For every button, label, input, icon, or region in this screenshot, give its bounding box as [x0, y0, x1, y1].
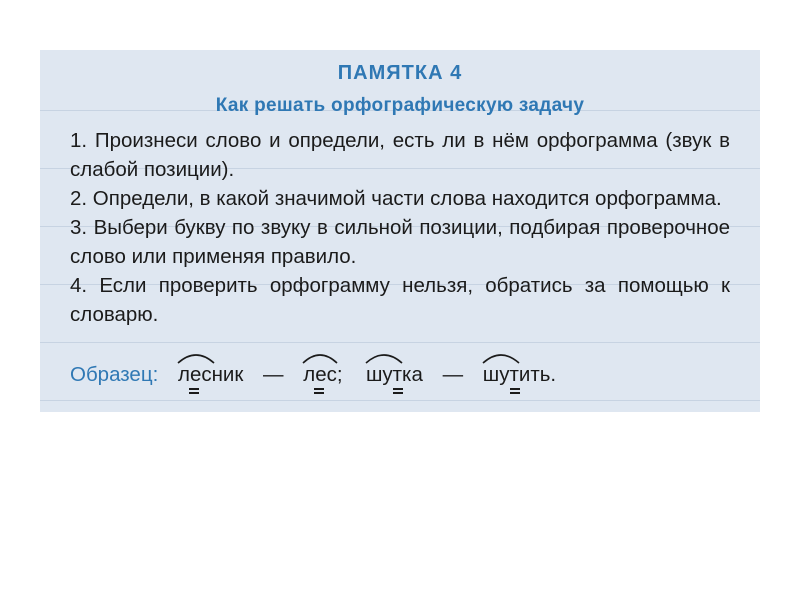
rule-item-3: 3. Выбери букву по звуку в сильной позиции, подбирая проверочное слово или применяя правило.: [70, 216, 730, 268]
memo-subtitle: Как решать орфографическую задачу: [215, 95, 585, 116]
weak-vowel-underline-2: [189, 392, 199, 394]
word-text: шутка: [365, 363, 423, 386]
strong-vowel-underline: [314, 388, 324, 390]
dash: —: [263, 363, 284, 386]
example-word-lesnik: [178, 363, 243, 387]
rule-item-2: 2. Определи, в какой значимой части слова находится орфограмма.: [70, 187, 722, 210]
rule-item-4: 4. Если проверить орфограмму нельзя, обратись за помощью к словарю.: [70, 274, 730, 326]
word-text: лесник: [177, 363, 244, 386]
example-line: [70, 363, 556, 387]
weak-consonant-underline-2: [393, 392, 403, 394]
example-label: Образец:: [70, 363, 159, 386]
strong-consonant-underline-2: [510, 392, 520, 394]
rules-list: [70, 126, 730, 329]
example-word-les: [303, 363, 342, 387]
weak-vowel-underline: [189, 388, 199, 390]
rule-item-1: 1. Произнеси слово и определи, есть ли в нём орфограмма (звук в слабой позиции).: [70, 129, 730, 181]
strong-vowel-underline-2: [314, 392, 324, 394]
dash: —: [442, 363, 464, 386]
strong-consonant-underline: [510, 388, 520, 390]
word-text: лес;: [303, 363, 343, 386]
example-word-shutka: [366, 363, 423, 387]
word-text: шутить.: [482, 363, 557, 386]
memo-panel: [40, 50, 760, 412]
memo-title: ПАМЯТКА 4: [337, 62, 463, 84]
example-word-shutit: [483, 363, 556, 387]
weak-consonant-underline: [393, 388, 403, 390]
